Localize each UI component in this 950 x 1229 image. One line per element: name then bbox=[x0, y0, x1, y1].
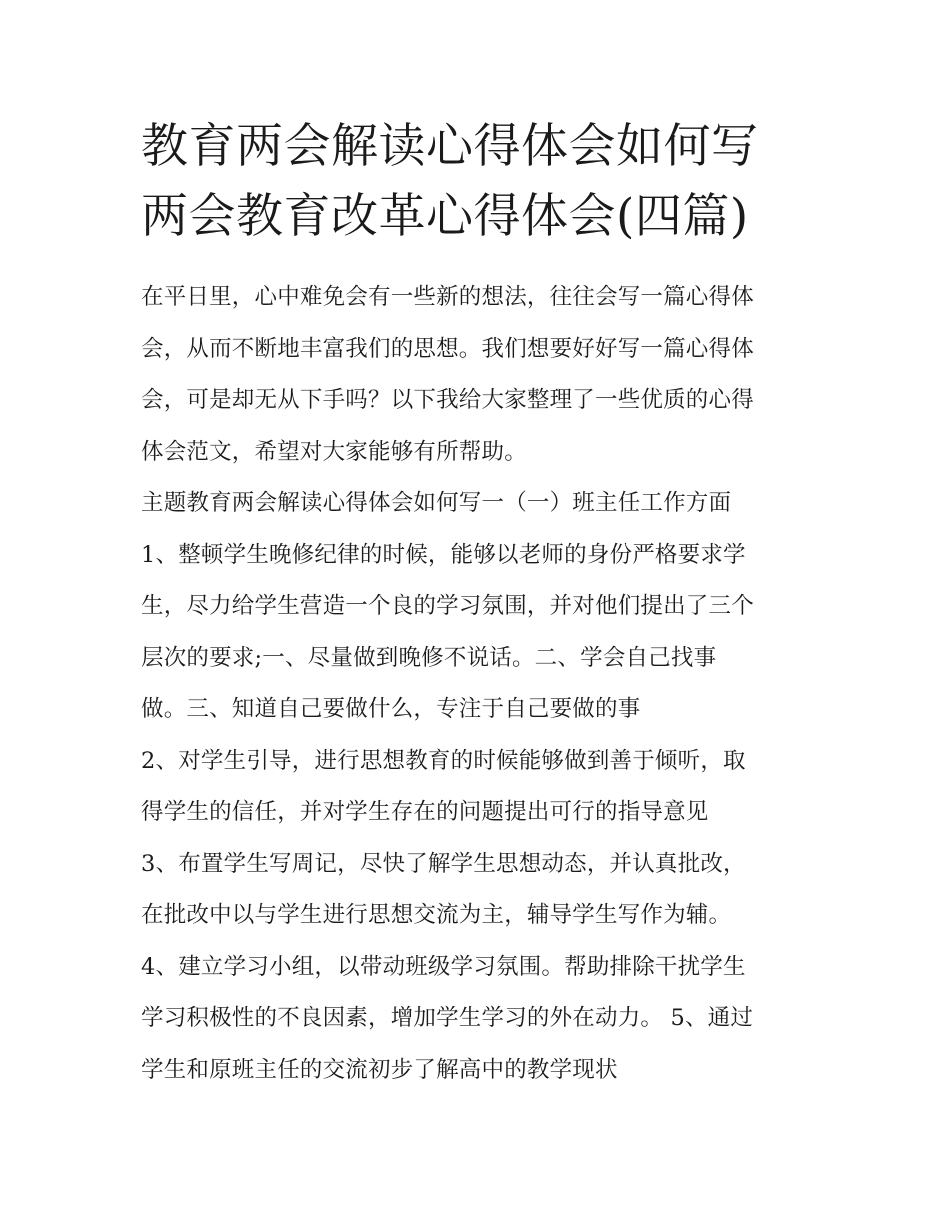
title-line: 教育两会解读心得体会如何写 bbox=[141, 119, 759, 174]
text-line: 做。三、知道自己要做什么，专注于自己要做的事 bbox=[141, 696, 641, 722]
list-item-2 bbox=[141, 736, 821, 839]
section-heading bbox=[141, 478, 821, 530]
text-line: 在批改中以与学生进行思想交流为主，辅导学生写作为辅。 bbox=[141, 902, 732, 928]
text-line: 体会范文，希望对大家能够有所帮助。 bbox=[141, 438, 527, 465]
document-title bbox=[141, 112, 821, 252]
list-item-4 bbox=[141, 942, 821, 1097]
text-line: 会，可是却无从下手吗？以下我给大家整理了一些优质的心得 bbox=[141, 387, 754, 413]
text-line: 层次的要求;一、尽量做到晚修不说话。二、学会自己找事 bbox=[141, 644, 717, 671]
text-line: 会，从而不断地丰富我们的思想。我们想要好好写一篇心得体 bbox=[141, 335, 754, 362]
text-line: 生，尽力给学生营造一个良的学习氛围，并对他们提出了三个 bbox=[141, 593, 754, 619]
text-line: 3、布置学生写周记，尽快了解学生思想动态，并认真批改， bbox=[141, 850, 746, 877]
text-line: 2、对学生引导，进行思想教育的时候能够做到善于倾听，取 bbox=[141, 747, 746, 774]
text-line: 主题教育两会解读心得体会如何写一（一）班主任工作方面 bbox=[141, 490, 732, 516]
list-item-3 bbox=[141, 839, 821, 942]
intro-paragraph bbox=[141, 272, 821, 478]
text-line: 在平日里，心中难免会有一些新的想法，往往会写一篇心得体 bbox=[141, 284, 754, 310]
text-line: 得学生的信任，并对学生存在的问题提出可行的指导意见 bbox=[141, 799, 709, 825]
text-line: 1、整顿学生晚修纪律的时候，能够以老师的身份严格要求学 bbox=[141, 541, 746, 568]
list-item-1 bbox=[141, 530, 821, 736]
text-line: 4、建立学习小组，以带动班级学习氛围。帮助排除干扰学生 bbox=[141, 953, 746, 980]
text-line: 学生和原班主任的交流初步了解高中的教学现状 bbox=[141, 1056, 618, 1083]
text-line: 学习积极性的不良因素，增加学生学习的外在动力。 5、通过 bbox=[141, 1005, 754, 1031]
title-line: 两会教育改革心得体会(四篇) bbox=[141, 189, 749, 244]
document-body bbox=[141, 272, 821, 1096]
document-page bbox=[141, 112, 821, 1096]
